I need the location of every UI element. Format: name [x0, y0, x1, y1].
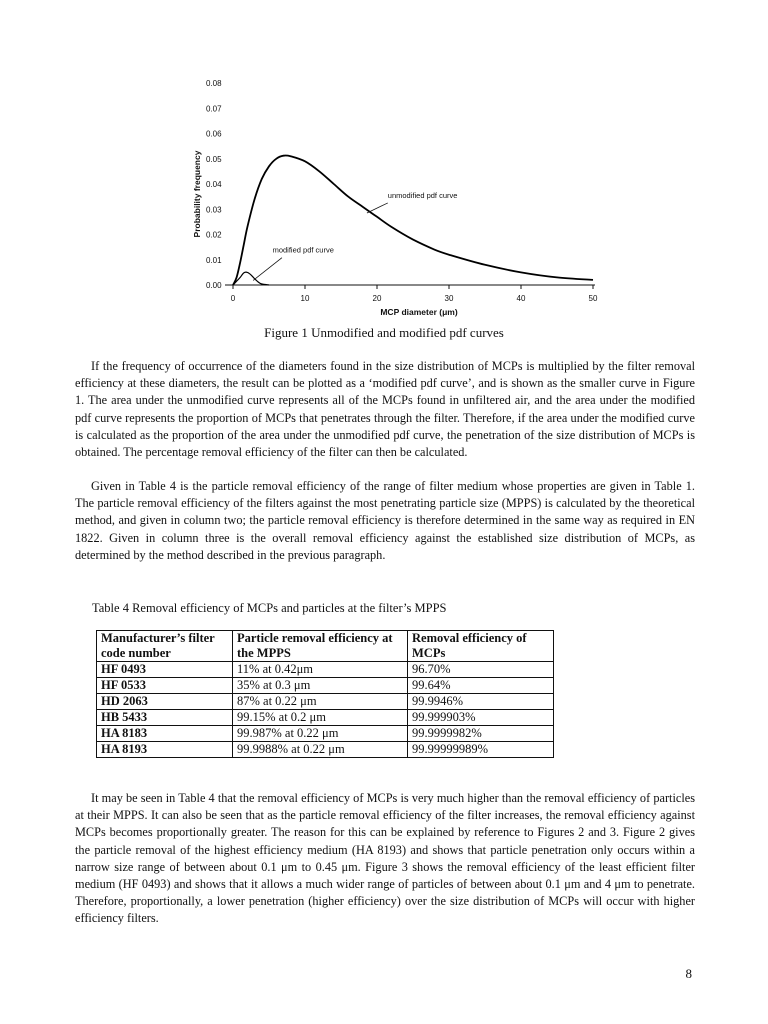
particle-efficiency: 99.987% at 0.22 μm [233, 726, 408, 742]
y-tick-label: 0.05 [206, 154, 222, 164]
table-header-row [97, 631, 554, 662]
x-tick-label: 0 [230, 294, 236, 303]
y-tick-label: 0.03 [206, 205, 222, 215]
filter-code: HF 0533 [97, 678, 233, 694]
filter-code: HB 5433 [97, 710, 233, 726]
particle-efficiency: 87% at 0.22 μm [233, 694, 408, 710]
figure-1-chart [176, 68, 606, 324]
unmodified-annotation-leader [367, 203, 388, 213]
page-number: 8 [685, 966, 692, 981]
x-axis-label: MCP diameter (μm) [380, 307, 458, 317]
body-paragraph-2: Given in Table 4 is the particle removal efficiency of the range of filter medium whose properties are given in Table 1. The particle removal efficiency of the filters against the most penetrating particle size (MPPS) is calculated by the theoretical method, and given in column two; the particle removal efficiency is therefore determined in the same way as required in EN 1822. Given in column three is the overall removal efficiency against the established size distribution of MCPs, as determined by the method described in the previous paragraph. [75, 479, 695, 562]
particle-efficiency: 99.9988% at 0.22 μm [233, 742, 408, 758]
mcp-efficiency: 99.99999989% [408, 742, 554, 758]
x-tick-label: 10 [300, 294, 310, 303]
y-tick-label: 0.02 [206, 230, 222, 240]
table-row [97, 742, 554, 758]
table-row [97, 726, 554, 742]
header-particle-efficiency: Particle removal efficiency at the MPPS [233, 631, 408, 662]
y-tick-label: 0.07 [206, 104, 222, 114]
table-row [97, 662, 554, 678]
unmodified-curve-annotation: unmodified pdf curve [387, 190, 458, 200]
filter-code: HD 2063 [97, 694, 233, 710]
table-row [97, 710, 554, 726]
x-tick-label: 30 [444, 294, 454, 303]
header-filter-code: Manufacturer’s filter code number [97, 631, 233, 662]
x-tick-label: 50 [588, 294, 598, 303]
y-tick-label: 0.00 [206, 281, 222, 290]
removal-efficiency-table [96, 630, 554, 758]
modified-curve-annotation: modified pdf curve [272, 245, 334, 255]
particle-efficiency: 99.15% at 0.2 μm [233, 710, 408, 726]
y-tick-label: 0.08 [206, 79, 222, 88]
x-tick-label: 20 [372, 294, 382, 303]
table-row [97, 678, 554, 694]
particle-efficiency: 11% at 0.42μm [233, 662, 408, 678]
pdf-curve-plot [176, 68, 606, 324]
unmodified-pdf-line [233, 155, 593, 285]
body-paragraph-1: If the frequency of occurrence of the diameters found in the size distribution of MCPs is multiplied by the filter removal efficiency at these diameters, the result can be plotted as a ‘modified pdf curve’, and is shown as the smaller curve in Figure 1. The area under the unmodified curve represents all of the MCPs found in unfiltered air, and the area under the modified pdf curve represents the proportion of MCPs that penetrates through the filter. Therefore, if the area under the modified curve is calculated as the proportion of the area under the unmodified pdf curve, the penetration of the size distribution of MCPs is obtained. The percentage removal efficiency of the filter can then be calculated. [75, 359, 695, 460]
particle-efficiency: 35% at 0.3 μm [233, 678, 408, 694]
y-axis-label: Probability frequency [192, 150, 202, 238]
mcp-efficiency: 99.9999982% [408, 726, 554, 742]
mcp-efficiency: 99.9946% [408, 694, 554, 710]
y-tick-label: 0.06 [206, 129, 222, 139]
filter-code: HA 8193 [97, 742, 233, 758]
mcp-efficiency: 96.70% [408, 662, 554, 678]
body-paragraph-3: It may be seen in Table 4 that the removal efficiency of MCPs is very much higher than the removal efficiency of particles at their MPPS. It can also be seen that as the particle removal efficiency of the filter increases, the removal efficiency against MCPs becomes proportionally greater. The reason for this can be explained by reference to Figures 2 and 3. Figure 2 gives the particle removal of the highest efficiency medium (HA 8193) and shows that particle penetration only occurs within a narrow size range of between about 0.1 μm to 0.45 μm. Figure 3 shows the removal efficiency of the least efficient filter medium (HF 0493) and shows that it allows a much wider range of particles of between about 0.1 μm and 4 μm to penetrate. Therefore, proportionally, a lower penetration (higher efficiency) over the size distribution of MCPs will occur with higher efficiency filters. [75, 791, 695, 926]
table-caption: Table 4 Removal efficiency of MCPs and particles at the filter’s MPPS [92, 601, 447, 615]
mcp-efficiency: 99.999903% [408, 710, 554, 726]
header-mcp-efficiency: Removal efficiency of MCPs [408, 631, 554, 662]
mcp-efficiency: 99.64% [408, 678, 554, 694]
figure-caption: Figure 1 Unmodified and modified pdf curves [264, 325, 504, 340]
modified-annotation-leader [253, 258, 282, 281]
y-tick-label: 0.01 [206, 255, 222, 265]
table-row [97, 694, 554, 710]
y-tick-label: 0.04 [206, 180, 222, 189]
filter-code: HA 8183 [97, 726, 233, 742]
x-tick-label: 40 [516, 294, 526, 303]
filter-code: HF 0493 [97, 662, 233, 678]
